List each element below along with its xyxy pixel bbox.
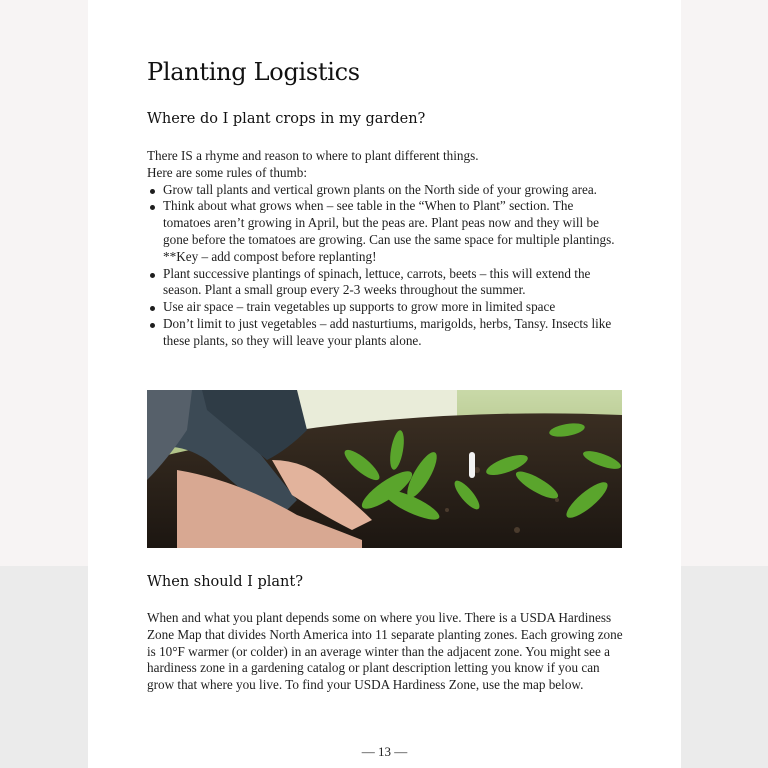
rule-text: Plant successive plantings of spinach, lettuce, carrots, beets – this will extend the season. Plant a small group every 2-3 weeks throughout the summer.	[163, 265, 591, 298]
intro-line: Here are some rules of thumb:	[147, 164, 308, 180]
list-item	[147, 198, 623, 265]
section-when-paragraph: When and what you plant depends some on where you live. There is a USDA Hardiness Zone Map that divides North America into 11 separate planting zones. Each growing zone is 10°F warmer (or colder) in an average winter than the adjacent zone. You might see a hardiness zone in a gardening catalog or plant description letting you know if you can grow that where you live. To find your USDA Hardiness Zone, use the map below.	[147, 610, 623, 693]
document-page	[88, 0, 681, 768]
list-item	[147, 299, 623, 316]
list-item	[147, 182, 623, 199]
bullet-icon	[150, 306, 155, 311]
section-heading-where: Where do I plant crops in my garden?	[147, 111, 426, 127]
rules-list	[147, 182, 623, 350]
bullet-icon	[150, 189, 155, 194]
section-when-body	[147, 610, 623, 694]
page-title: Planting Logistics	[147, 58, 360, 86]
rule-text: Grow tall plants and vertical grown plants on the North side of your growing area.	[163, 181, 597, 197]
bullet-icon	[150, 323, 155, 328]
planting-seedlings-image	[147, 390, 622, 548]
section-heading-when: When should I plant?	[147, 574, 303, 590]
bullet-icon	[150, 205, 155, 210]
list-item	[147, 266, 623, 300]
bullet-icon	[150, 273, 155, 278]
rule-text: Don’t limit to just vegetables – add nasturtiums, marigolds, herbs, Tansy. Insects like these plants, so they will leave your plants alone.	[163, 315, 612, 348]
intro-line: There IS a rhyme and reason to where to plant different things.	[147, 148, 479, 163]
page-number: — 13 —	[361, 744, 408, 759]
rule-text: Think about what grows when – see table in the “When to Plant” section. The tomatoes aren’t growing in April, but the peas are. Plant peas now and they will be gone before the tomatoes are growing. Can use the same space for multiple plantings. **Key – add compost before replanting!	[163, 198, 615, 264]
rule-text: Use air space – train vegetables up supports to grow more in limited space	[163, 299, 556, 315]
section-where-body	[147, 148, 623, 350]
garden-photo	[147, 390, 622, 548]
list-item	[147, 316, 623, 350]
